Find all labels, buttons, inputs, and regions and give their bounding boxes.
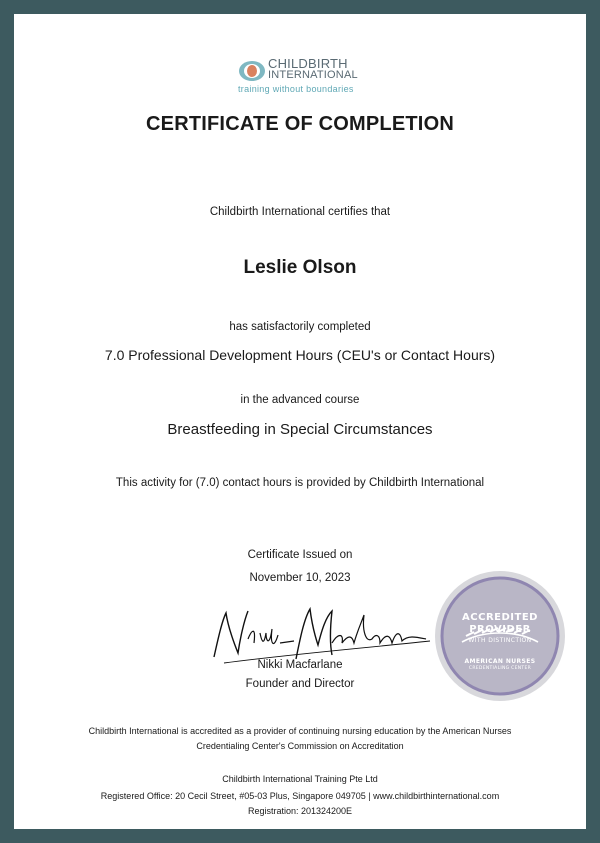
certificate-title: CERTIFICATE OF COMPLETION (146, 113, 454, 135)
seal-line4: AMERICAN NURSES (464, 658, 536, 665)
recipient-name: Leslie Olson (243, 257, 357, 278)
certifies-line: Childbirth International certifies that (209, 206, 391, 218)
ancc-accreditation-seal (434, 570, 566, 702)
logo-text-line2: INTERNATIONAL (268, 69, 358, 81)
course-name: Breastfeeding in Special Circumstances (167, 421, 433, 438)
activity-line: This activity for (7.0) contact hours is provided by Childbirth International (115, 477, 485, 489)
accreditation-line1: Childbirth International is accredited as a provider of continuing nursing education by the American Nurses (88, 726, 512, 736)
childbirth-international-logo (238, 54, 368, 94)
logo-tagline: training without boundaries (238, 84, 354, 94)
signatory-name: Nikki Macfarlane (257, 659, 343, 671)
seal-badge-icon (434, 570, 566, 702)
completed-line: has satisfactorily completed (229, 321, 371, 333)
logo-mark-icon (238, 60, 266, 82)
issued-date: November 10, 2023 (249, 572, 351, 584)
seal-line2: PROVIDER (469, 624, 531, 635)
issued-label: Certificate Issued on (247, 549, 353, 561)
seal-line5: CREDENTIALING CENTER (468, 666, 532, 671)
accreditation-line2: Credentialing Center's Commission on Accreditation (196, 741, 404, 751)
signatory-title: Founder and Director (245, 678, 355, 690)
registered-office: Registered Office: 20 Cecil Street, #05-03 Plus, Singapore 049705 | www.childbirthinternational.com (100, 791, 500, 801)
logo-text-line1: CHILDBIRTH (268, 56, 348, 71)
course-intro: in the advanced course (240, 394, 360, 406)
seal-line1: ACCREDITED (462, 612, 538, 623)
hours-line: 7.0 Professional Development Hours (CEU's or Contact Hours) (104, 347, 496, 363)
seal-line3: WITH DISTINCTION (468, 637, 532, 644)
registration-number: Registration: 201324200E (247, 806, 353, 816)
company-name: Childbirth International Training Pte Ltd (222, 774, 378, 784)
certificate-page (14, 14, 586, 829)
